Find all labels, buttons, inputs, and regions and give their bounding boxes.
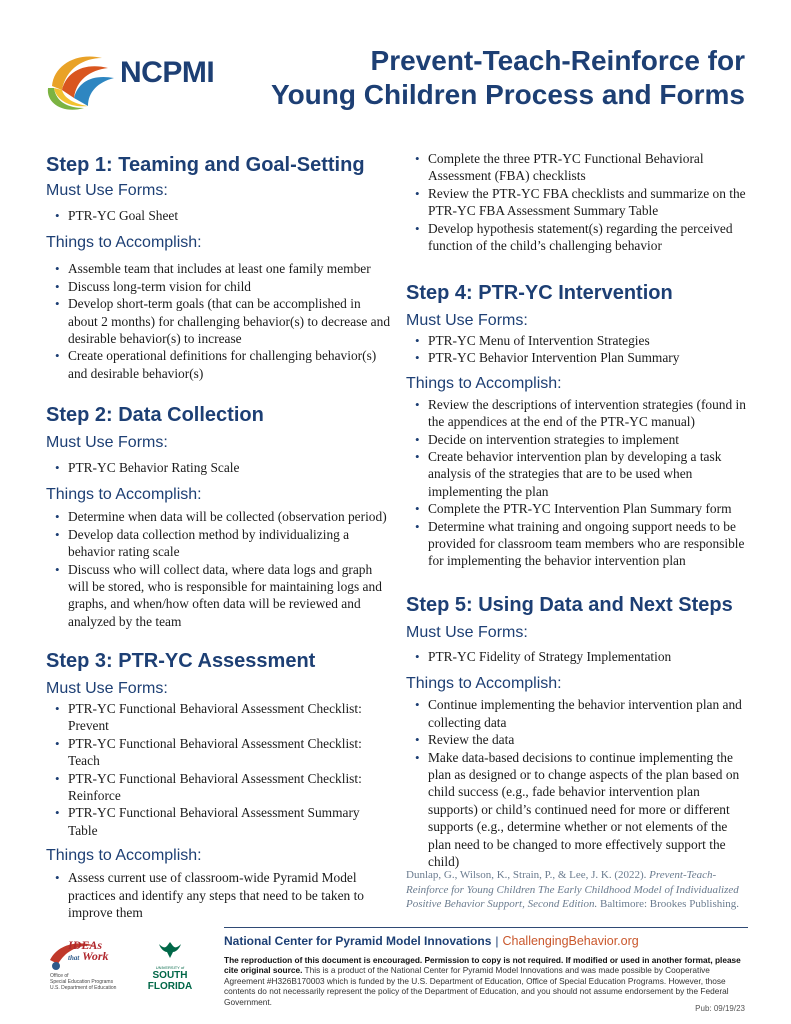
list-item: • Continue implementing the behavior intervention plan and collecting data [406,696,751,731]
list-item: • Assess current use of classroom-wide Pyramid Model practices and identify any steps that need to be taken to improve them [46,869,391,921]
list-item: • Decide on intervention strategies to implement [406,431,751,448]
forms-label: Must Use Forms: [406,624,528,641]
todo-label: Things to Accomplish: [46,234,202,252]
usf-line-3: FLORIDA [147,981,193,992]
ncpmi-swirl-icon [44,46,116,114]
ideas-word: IDEAs [68,938,103,952]
citation-publisher: Baltimore: Brookes Publishing. [600,898,740,911]
todo-label: Things to Accomplish: [406,675,562,693]
list-item: • Develop short-term goals (that can be accomplished in about 2 months) for challenging behavior(s) to decrease and desirable behavior(s) to increase [46,295,391,347]
page-title [245,44,745,112]
forms-label: Must Use Forms: [46,434,168,451]
list-item: • PTR-YC Functional Behavioral Assessment Summary Table [46,804,391,839]
citation-title: Prevent-Teach-Reinforce for Young Children The Early Childhood Model of Individualized Positive Behavior Support, Second Edition. [406,869,739,911]
ideas-sub-3: U.S. Department of Education [50,985,117,991]
ideas-that: that [68,954,80,962]
bull-icon [157,940,183,960]
todo-list [46,508,391,630]
usf-line-1: UNIVERSITY of [155,965,185,970]
forms-label: Must Use Forms: [406,312,528,329]
step-title: Step 5: Using Data and Next Steps [406,594,733,616]
todo-list [46,869,391,921]
step-5 [406,592,751,870]
list-item: • Complete the three PTR-YC Functional Behavioral Assessment (FBA) checklists [406,150,751,185]
footer-notice-bold: The reproduction of this document is encouraged. Permission to copy is not required. If modified or used in another format, please cite original source. [224,955,741,976]
step-3 [46,648,391,921]
publication-date: Pub: 09/19/23 [695,1004,745,1013]
forms-list [406,332,751,367]
step-title: Step 3: PTR-YC Assessment [46,650,316,672]
todo-label: Things to Accomplish: [46,486,202,504]
forms-list [406,648,751,665]
list-item: • Discuss long-term vision for child [46,278,391,295]
forms-list [46,459,391,476]
list-item: • PTR-YC Goal Sheet [46,207,391,224]
list-item: • PTR-YC Behavior Intervention Plan Summary [406,349,751,366]
footer-notice-text: This is a product of the National Center for Pyramid Model Innovations and was made possible by Cooperative Agreement #H326B170003 which is funded by the U.S. Department of Education, Office of Special Education Programs. However, those contents do not necessarily represent the policy of the Department of Education, and you should not assume endorsement by the Federal Government. [224,965,729,1007]
list-item: • Create operational definitions for challenging behavior(s) and desirable behavior(s) [46,347,391,382]
ideas-work: Work [82,949,109,963]
todo-list [46,260,391,382]
list-item: • Review the PTR-YC FBA checklists and summarize on the PTR-YC FBA Assessment Summary Table [406,185,751,220]
footer-org-line [224,934,639,948]
footer-org-name: National Center for Pyramid Model Innovations [224,934,492,948]
forms-label: Must Use Forms: [46,182,168,199]
list-item: • Make data-based decisions to continue implementing the plan as designed or to change aspects of the plan based on child success (e.g., fade behavior intervention plan supports) or child’s continued need for more or different supports (e.g., determine whether or not elements of the plan need to be changed to more effectively support the child) [406,749,751,871]
step-title: Step 1: Teaming and Goal-Setting [46,154,365,176]
list-item: • Review the descriptions of intervention strategies (found in the appendices at the end of the PTR-YC manual) [406,396,751,431]
ideas-sub-1: Office of [50,973,69,979]
list-item: • PTR-YC Functional Behavioral Assessment Checklist: Prevent [46,700,391,735]
step-title: Step 2: Data Collection [46,404,264,426]
list-item: • PTR-YC Functional Behavioral Assessment Checklist: Teach [46,735,391,770]
step-title: Step 4: PTR-YC Intervention [406,282,673,304]
list-item: • Discuss who will collect data, where data logs and graph will be stored, who is responsible for maintaining logs and graphs, and when/how often data will be reviewed and analyzed by the team [46,561,391,631]
list-item: • Create behavior intervention plan by developing a task analysis of the strategies that are to be used when implementing the plan [406,448,751,500]
list-item: • PTR-YC Fidelity of Strategy Implementation [406,648,751,665]
ncpmi-logo [44,46,229,114]
step-1 [46,152,391,382]
list-item: • PTR-YC Functional Behavioral Assessment Checklist: Reinforce [46,770,391,805]
footer-notice [224,955,752,1007]
title-line-1: Prevent-Teach-Reinforce for [370,45,745,76]
footer-separator: | [495,934,499,948]
todo-list-continued [406,150,751,254]
list-item: • Review the data [406,731,751,748]
step-2 [46,402,391,630]
title-line-2: Young Children Process and Forms [270,79,745,110]
usf-logo [140,940,200,996]
list-item: • Develop data collection method by individualizing a behavior rating scale [46,526,391,561]
list-item: • Determine when data will be collected (observation period) [46,508,391,525]
todo-list [406,696,751,870]
forms-list [46,700,391,839]
citation [406,868,746,912]
todo-list [406,396,751,570]
logo-text: NCPMI [120,56,215,89]
list-item: • Determine what training and ongoing support needs to be provided for classroom team members who are responsible for implementing the behavior intervention plan [406,518,751,570]
list-item: • Assemble team that includes at least one family member [46,260,391,277]
todo-label: Things to Accomplish: [46,847,202,865]
ideas-that-work-logo [44,938,134,998]
footer-website-link[interactable]: ChallengingBehavior.org [502,934,639,948]
ideas-sub-2: Special Education Programs [50,979,114,985]
forms-label: Must Use Forms: [46,680,168,697]
citation-authors: Dunlap, G., Wilson, K., Strain, P., & Lee, J. K. (2022). [406,869,647,881]
footer-divider [224,927,748,928]
list-item: • PTR-YC Menu of Intervention Strategies [406,332,751,349]
step-4 [406,280,751,570]
list-item: • Develop hypothesis statement(s) regarding the perceived function of the child’s challenging behavior [406,220,751,255]
forms-list [46,207,391,224]
usf-line-2: SOUTH [152,970,188,981]
todo-label: Things to Accomplish: [406,374,562,392]
list-item: • Complete the PTR-YC Intervention Plan Summary form [406,500,751,517]
list-item: • PTR-YC Behavior Rating Scale [46,459,391,476]
